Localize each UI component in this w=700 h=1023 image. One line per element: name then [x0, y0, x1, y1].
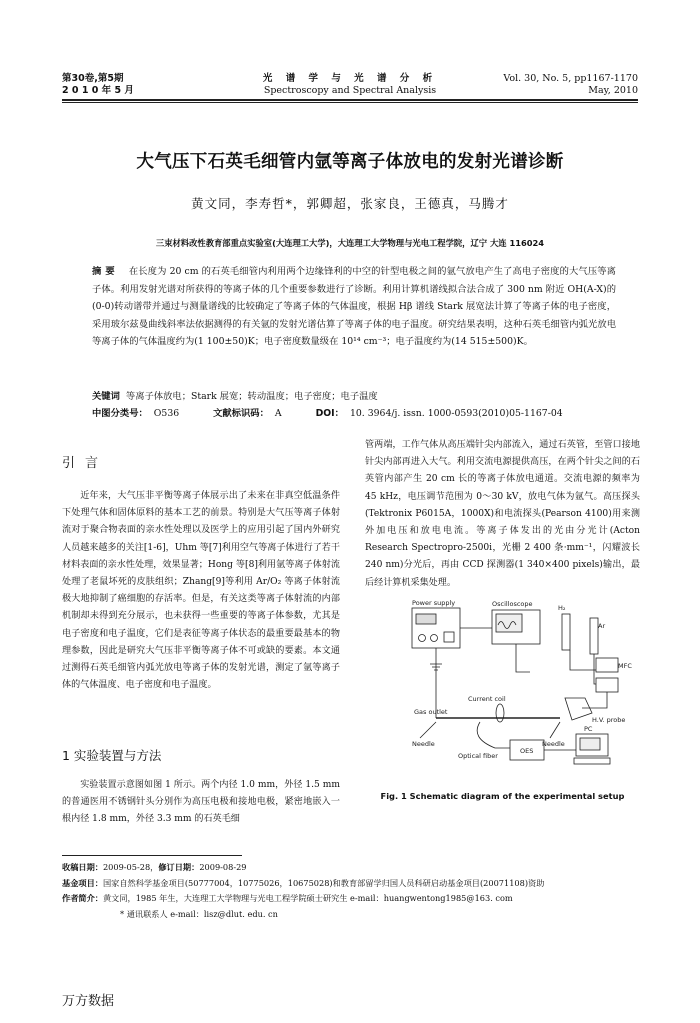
label-ar: Ar [598, 622, 606, 630]
header-date-cn: 2 0 1 0 年 5 月 [62, 85, 134, 96]
current-coil [496, 704, 504, 722]
setup-paragraph: 管两端，工作气体从高压端针尖内部流入，通过石英管，至管口接地针尖内部再进入大气。利用交流电源提供高压，在两个针尖之间的石英管内部产生 20 cm 长的等离子体放电通道。交流电源的频率为 45 kHz，电压调节范围为 0～30 kV，放电气体为氩气。高压探头(Tektronix P6015A，1000X)和电流探头(Pearson 4100)用来测外加电压和放电电流。等离子体发出的光由分光计(Acton Research Spectropro-2500i，光栅 2 400 条·mm⁻¹，闪耀波长 240 nm)分光后，再由 CCD 探测器(1 340×400 pixels)输出，最后经计算机采集处理。 [365, 440, 640, 588]
fund-text: 国家自然科学基金项目(50777004，10775026，10675028)和教育部留学归国人员科研启动基金项目(20071108)资助 [102, 877, 545, 888]
header-volume-en [503, 73, 638, 97]
exp-body [62, 777, 340, 829]
fund-label: 基金项目： [62, 877, 103, 888]
h2-cylinder [562, 614, 570, 650]
header-volume-cn: 第30卷,第5期 [62, 73, 124, 84]
footnotes [62, 860, 652, 922]
intro-body [62, 488, 340, 694]
revised-date: 2009-08-29 [199, 862, 247, 872]
footnote-contact: * 通讯联系人 e-mail：lisz@dlut. edu. cn [120, 908, 278, 919]
hv-probe [565, 698, 592, 720]
footnote-dates [62, 860, 652, 876]
intro-paragraph: 近年来，大气压非平衡等离子体展示出了未来在非真空低温条件下处理气体和固体原料的基本工艺的前景。特别是大气压等离子体射流对于聚合物表面的亲水性处理以及医学上的应用引起了国内外研究人员越来越多的关注[1-6]，Uhm 等[7]利用空气等离子体进行了若干材料表面的亲水性处理，效果显著；Hong 等[8]利用氩等离子体射流处理了老鼠坏死的皮肤组织；Zhang[9]等利用 Ar/O₂ 等离子体射流极大地抑制了癌细胞的存活率。但是，有关这类等离子体射流的内部机制却未得到充分展示，也未获得一些重要的等离子体参数，尤其是电子密度和电子温度，它们是表征等离子体状态的最重要最基本的物理参数，因此是研究大气压非平衡等离子体不可或缺的要素。本文通过测得石英毛细管内弧光放电等离子体的发射光谱，测定了氩等离子体的气体温度、电子密度和电子温度。 [62, 491, 340, 691]
keywords-label: 关键词 [92, 391, 120, 402]
label-mfc: MFC [618, 662, 632, 670]
mfc-box [596, 658, 618, 672]
journal-name-cn: 光 谱 学 与 光 谱 分 析 [262, 73, 438, 84]
paper-affiliation: 三束材料改性教育部重点实验室(大连理工大学)，大连理工大学物理与光电工程学院，辽宁 大连 116024 [155, 238, 545, 248]
header-rule [62, 99, 638, 101]
figure-caption: Fig. 1 Schematic diagram of the experimental setup [380, 791, 625, 801]
footnote-author [62, 891, 652, 907]
author-bio-text: 黄文同，1985 年生，大连理工大学物理与光电工程学院硕士研究生 e-mail：huangwentong1985@163. com [102, 893, 513, 903]
journal-name-en: Spectroscopy and Spectral Analysis [263, 85, 437, 96]
intro-heading: 引言 [62, 456, 109, 471]
label-gas-outlet: Gas outlet [414, 708, 448, 716]
clc-label: 中图分类号： [92, 408, 148, 419]
received-date: 2009-05-28， [102, 862, 159, 872]
paper-authors: 黄文同，李寿哲*，郭卿超，张家良，王德真，马腾才 [191, 196, 509, 211]
label-pc: PC [584, 725, 593, 733]
label-h2: H₂ [558, 604, 566, 612]
experimental-setup-figure [400, 598, 638, 778]
ar-cylinder [590, 618, 598, 654]
keywords-text: 等离子体放电；Stark 展宽；转动温度；电子密度；电子温度 [125, 391, 378, 402]
watermark-text: 万方数据 [62, 994, 115, 1009]
label-needle-left: Needle [412, 740, 435, 748]
abstract-text: 在长度为 20 cm 的石英毛细管内利用两个边缘锋利的中空的针型电极之间的氩气放电产生了高电子密度的大气压等离子体。利用发射光谱对所获得的等离子体的几个重要参数进行了诊断。利用计算机谱线拟合法合成了 300 nm 附近 OH(A-X)的(0-0)转动谱带并通过与测量谱线的比较确定了等离子体的气体温度，根据 Hβ 谱线 Stark 展宽法计算了等离子体的电子密度，采用玻尔兹曼曲线斜率法依据测得的有关氩的发射光谱估算了等离子体的电子温度。研究结果表明，这种石英毛细管内弧光放电等离子体的气体温度约为(1 100±50)K；电子密度数量级在 10¹⁴ cm⁻³；电子温度约为(14 515±500)K。 [92, 266, 616, 347]
label-current-coil: Current coil [468, 695, 506, 703]
revised-label: 修订日期： [158, 862, 200, 872]
optical-fiber [477, 722, 510, 748]
abstract [92, 263, 616, 351]
label-oscilloscope: Oscilloscope [492, 600, 533, 608]
exp-paragraph: 实验装置示意图如图 1 所示。两个内径 1.0 mm，外径 1.5 mm 的普通医用不锈钢针头分别作为高压电极和接地电极，紧密地嵌入一根内径 1.8 mm，外径 3.3 mm 的石英毛细 [62, 780, 340, 825]
keywords-block [92, 388, 632, 422]
author-bio-label: 作者简介： [62, 893, 103, 903]
classification-line [92, 405, 632, 422]
footnote-rule [62, 855, 242, 856]
header-journal [250, 73, 450, 97]
label-oes: OES [520, 747, 534, 755]
doi-value: 10. 3964/j. issn. 1000-0593(2010)05-1167-04 [349, 408, 563, 419]
label-hv-probe: H.V. probe [592, 716, 626, 724]
exp-heading: 1 实验装置与方法 [62, 748, 162, 763]
doc-code-label: 文献标识码： [213, 408, 269, 419]
clc-value: O536 [153, 408, 180, 419]
paper-title: 大气压下石英毛细管内氩等离子体放电的发射光谱诊断 [136, 152, 564, 172]
footnote-fund [62, 876, 652, 892]
header-pages: Vol. 30, No. 5, pp1167-1170 [503, 73, 638, 84]
header-volume [62, 73, 134, 97]
label-needle-right: Needle [542, 740, 565, 748]
abstract-label: 摘要 [92, 266, 119, 277]
header-date-en: May, 2010 [588, 85, 638, 96]
label-optical-fiber: Optical fiber [458, 752, 498, 760]
right-column-text [365, 437, 640, 592]
doc-code-value: A [274, 408, 282, 419]
keywords-line [92, 388, 632, 405]
header-rule-thin [62, 102, 638, 103]
label-power-supply: Power supply [412, 599, 456, 607]
doi-label: DOI： [315, 408, 344, 419]
received-label: 收稿日期： [62, 862, 103, 872]
